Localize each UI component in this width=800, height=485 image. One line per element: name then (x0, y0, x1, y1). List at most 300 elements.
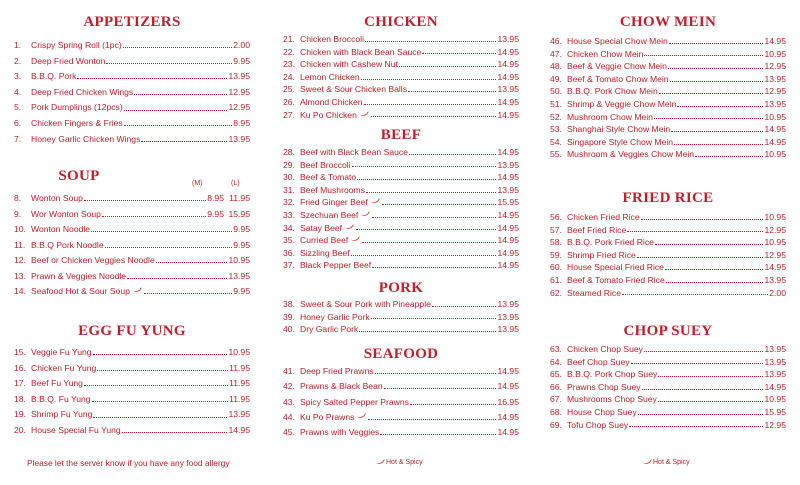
item-name: Mushroom Chow Mein (567, 111, 653, 122)
item-name: Fried Ginger Beef (300, 197, 368, 208)
menu-item (283, 410, 519, 425)
item-name: Sweet & Sour Pork with Pineapple (300, 299, 431, 309)
item-price: 14.95 (497, 96, 519, 107)
menu-item (283, 71, 519, 84)
chili-icon (131, 287, 142, 293)
dot-leader (375, 373, 497, 374)
item-price: 12.95 (764, 249, 786, 260)
item-price: 14.95 (497, 109, 519, 120)
menu-item (14, 423, 250, 439)
dot-leader (144, 293, 232, 294)
menu-item (14, 361, 250, 377)
fried-rice-heading: FRIED RICE (622, 190, 714, 206)
dot-leader (356, 229, 496, 230)
item-name: Honey Garlic Pork (300, 311, 370, 322)
item-price: 14.95 (764, 381, 786, 392)
dot-leader (631, 363, 764, 364)
item-name: Chicken Fried Rice (567, 212, 640, 222)
menu-item (550, 123, 786, 136)
menu-item (283, 184, 519, 197)
dot-leader (654, 118, 764, 119)
item-price: 13.95 (764, 369, 786, 380)
item-number: 18. (14, 393, 26, 404)
item-number: 15. (14, 347, 26, 357)
item-price: 14.95 (497, 147, 519, 157)
item-name: Chicken Fu Yung (31, 362, 97, 373)
dot-leader (97, 370, 228, 371)
dot-leader (644, 351, 764, 352)
menu-item (14, 345, 250, 361)
menu-item (283, 96, 519, 109)
item-name: Chicken Broccoli (300, 34, 364, 44)
item-price: 13.95 (764, 356, 786, 367)
dot-leader (629, 426, 763, 427)
dot-leader (364, 104, 497, 105)
item-name: Spicy Salted Pepper Prawns (300, 396, 409, 407)
menu-item (283, 364, 519, 379)
pork-list (283, 298, 519, 336)
item-price: 10.95 (764, 394, 786, 405)
allergy-note: Please let the server know if you have any food allergy (27, 458, 230, 468)
item-name: Honey Garlic Chicken Wings (31, 133, 141, 144)
menu-item (283, 298, 519, 311)
menu-item (550, 73, 786, 86)
item-number: 32. (283, 197, 295, 208)
item-price: 12.95 (764, 61, 786, 72)
menu-item (550, 35, 786, 48)
item-price: 14.95 (497, 427, 519, 438)
dot-leader (422, 53, 496, 54)
item-number: 39. (283, 311, 295, 322)
item-name: Beef & Veggie Chow Mein (567, 61, 667, 72)
menu-item (283, 58, 519, 71)
item-number: 27. (283, 109, 295, 120)
appetizers-heading: APPETIZERS (83, 14, 181, 30)
dot-leader (156, 262, 228, 263)
menu-item (14, 284, 250, 300)
chili-icon (349, 236, 360, 242)
item-price: 13.95 (497, 34, 519, 44)
item-price: 14.95 (764, 124, 786, 135)
chili-icon (359, 211, 370, 217)
item-name: Deep Fried Chicken Wings (31, 86, 134, 97)
item-name: Beef Fu Yung (31, 378, 83, 389)
item-price: 10.95 (228, 347, 250, 357)
chow-mein-heading: CHOW MEIN (619, 14, 717, 30)
item-number: 61. (550, 274, 562, 285)
menu-item (283, 209, 519, 222)
chili-icon (358, 111, 369, 117)
item-number: 66. (550, 381, 562, 392)
menu-item (283, 83, 519, 96)
dot-leader (91, 231, 232, 232)
item-price: 14.95 (764, 136, 786, 147)
item-name: Chicken with Cashew Nut (300, 59, 398, 70)
item-number: 57. (550, 224, 562, 235)
item-name: Seafood Hot & Sour Soup (31, 286, 130, 296)
item-name: Ku Po Prawns (300, 411, 355, 422)
item-price: 10.95 (764, 237, 786, 248)
item-name: Pork Dumplings (12pcs) (31, 102, 123, 113)
item-price: 13.95 (228, 270, 250, 281)
item-price: 2.00 (233, 40, 250, 50)
item-name: Beef with Black Bean Sauce (300, 147, 408, 157)
dot-leader (123, 47, 233, 48)
item-name: Chicken Chow Mein (567, 48, 644, 59)
item-number: 19. (14, 409, 26, 420)
seafood-heading: SEAFOOD (363, 346, 439, 362)
soup-size-large-label: (L) (231, 180, 240, 187)
item-name: Shanghai Style Chow Mein (567, 124, 671, 135)
item-name: Chicken Chop Suey (567, 344, 643, 354)
soup-list (14, 191, 250, 300)
item-name: Mushrooms Chop Suey (567, 394, 657, 405)
item-price: 14.95 (764, 262, 786, 273)
item-name: Wonton Noodle (31, 224, 91, 234)
fried-rice-list (550, 211, 786, 299)
egg-fu-yung-heading: EGG FU YUNG (78, 323, 186, 339)
menu-item (14, 132, 250, 148)
dot-leader (351, 255, 497, 256)
soup-size-medium-label: (M) (192, 180, 203, 187)
item-name: House Special Fried Rice (567, 262, 664, 273)
item-price: 13.95 (764, 344, 786, 354)
seafood-list (283, 364, 519, 440)
item-number: 58. (550, 237, 562, 248)
item-number: 69. (550, 419, 562, 430)
pork-heading: PORK (378, 280, 424, 296)
hot-spicy-legend-middle (373, 459, 423, 466)
menu-item (14, 253, 250, 269)
menu-item (550, 236, 786, 249)
item-name: Szechuan Beef (300, 209, 359, 220)
dot-leader (382, 204, 497, 205)
item-number: 37. (283, 260, 295, 271)
item-name: B.B.Q. Fu Yung (31, 393, 91, 404)
item-number: 62. (550, 287, 562, 298)
item-number: 20. (14, 424, 26, 435)
item-number: 63. (550, 344, 562, 354)
dot-leader (359, 331, 496, 332)
dot-leader (361, 79, 497, 80)
item-number: 4. (14, 86, 22, 97)
item-number: 26. (283, 96, 295, 107)
item-price: 12.95 (764, 86, 786, 97)
dot-leader (362, 242, 496, 243)
item-name: Deep Fried Prawns (300, 366, 374, 376)
item-price: 14.95 (497, 59, 519, 70)
chicken-list (283, 33, 519, 121)
item-price: 14.95 (497, 235, 519, 246)
menu-item (550, 60, 786, 73)
item-price-large: 11.95 (229, 193, 250, 203)
menu-item (283, 159, 519, 172)
item-name: Beef Chop Suey (567, 356, 630, 367)
item-name: House Chop Suey (567, 406, 637, 417)
dot-leader (93, 417, 227, 418)
item-price: 14.95 (497, 222, 519, 233)
item-name: Dry Garlic Pork (300, 324, 359, 335)
item-name: Satay Beef (300, 222, 343, 233)
dot-leader (668, 68, 764, 69)
dot-leader (365, 41, 496, 42)
item-name: B.B.Q. Pork Fried Rice (567, 237, 654, 248)
dot-leader (671, 131, 763, 132)
dot-leader (695, 156, 763, 157)
chili-icon (641, 459, 652, 465)
menu-item (283, 259, 519, 272)
item-price: 13.95 (497, 324, 519, 335)
item-number: 8. (14, 193, 22, 203)
menu-item (550, 393, 786, 406)
item-number: 12. (14, 255, 26, 265)
chili-icon (374, 459, 385, 465)
item-price: 9.95 (233, 55, 250, 66)
dot-leader (371, 116, 497, 117)
item-price: 10.95 (228, 255, 250, 265)
item-price: 15.95 (497, 197, 519, 208)
hot-spicy-legend-right (640, 459, 690, 466)
item-price: 13.95 (497, 84, 519, 95)
menu-item (14, 207, 250, 223)
item-number: 40. (283, 324, 295, 335)
dot-leader (384, 388, 497, 389)
menu-item (14, 38, 250, 54)
item-price: 13.95 (497, 299, 519, 309)
dot-leader (638, 414, 764, 415)
chicken-heading: CHICKEN (364, 14, 438, 30)
item-name: Mushroom & Veggies Chow Mein (567, 149, 695, 160)
chili-icon (369, 198, 380, 204)
menu-item (283, 311, 519, 324)
item-name: Prawns & Black Bean (300, 381, 383, 392)
item-number: 38. (283, 299, 295, 309)
dot-leader (372, 267, 496, 268)
dot-leader (641, 219, 764, 220)
dot-leader (432, 306, 497, 307)
item-number: 5. (14, 102, 22, 113)
item-price: 10.95 (764, 111, 786, 122)
dot-leader (93, 354, 228, 355)
item-name: Beef Mushrooms (300, 184, 365, 195)
item-number: 55. (550, 149, 562, 160)
menu-item (550, 274, 786, 287)
item-number: 48. (550, 61, 562, 72)
item-name: B.B.Q. Pork Chow Mein (567, 86, 658, 97)
menu-item (283, 395, 519, 410)
item-number: 2. (14, 55, 22, 66)
chop-suey-list (550, 343, 786, 431)
chow-mein-list (550, 35, 786, 161)
dot-leader (380, 434, 496, 435)
menu-item (283, 234, 519, 247)
item-name: Beef Broccoli (300, 159, 351, 170)
item-name: Curried Beef (300, 235, 349, 246)
item-price: 14.95 (497, 260, 519, 271)
item-number: 67. (550, 394, 562, 405)
item-name: House Special Chow Mein (567, 36, 668, 46)
menu-item (14, 100, 250, 116)
dot-leader (637, 257, 764, 258)
beef-heading: BEEF (380, 127, 422, 143)
item-number: 22. (283, 46, 295, 57)
item-number: 54. (550, 136, 562, 147)
item-price: 13.95 (764, 98, 786, 109)
hot-spicy-label: Hot & Spicy (653, 459, 690, 466)
item-name: B.B.Q Pork Noodle (31, 239, 104, 250)
item-number: 41. (283, 366, 295, 376)
item-price: 16.95 (497, 396, 519, 407)
dot-leader (674, 144, 763, 145)
item-name: Beef Fried Rice (567, 224, 627, 235)
menu-item (14, 238, 250, 254)
chili-icon (343, 224, 354, 230)
menu-item (550, 98, 786, 111)
item-price: 10.95 (764, 48, 786, 59)
item-number: 52. (550, 111, 562, 122)
item-name: Steamed Rice (567, 287, 621, 298)
menu-item (283, 222, 519, 235)
item-number: 9. (14, 208, 22, 219)
menu-item (550, 261, 786, 274)
item-number: 24. (283, 71, 295, 82)
dot-leader (77, 78, 227, 79)
item-price: 14.95 (497, 172, 519, 183)
item-name: Black Pepper Beef (300, 260, 372, 271)
menu-item (14, 54, 250, 70)
item-price: 12.95 (764, 419, 786, 430)
item-number: 33. (283, 209, 295, 220)
item-price-medium: 8.95 (207, 193, 224, 203)
menu-item (550, 85, 786, 98)
menu-item (283, 46, 519, 59)
item-price: 14.95 (764, 36, 786, 46)
dot-leader (658, 401, 764, 402)
item-name: Singapore Style Chow Mein (567, 136, 674, 147)
item-number: 13. (14, 270, 26, 281)
item-price: 14.95 (497, 366, 519, 376)
item-number: 6. (14, 117, 22, 128)
item-number: 7. (14, 133, 22, 144)
item-name: Chicken Fingers & Fries (31, 117, 123, 128)
item-price-medium: 9.95 (207, 208, 224, 219)
item-price: 11.95 (229, 393, 250, 404)
item-price: 12.95 (228, 102, 250, 113)
item-name: House Special Fu Yung (31, 424, 121, 435)
egg-fu-yung-list (14, 345, 250, 439)
dot-leader (670, 81, 764, 82)
item-price: 13.95 (497, 311, 519, 322)
item-number: 50. (550, 86, 562, 97)
item-number: 59. (550, 249, 562, 260)
menu-item (550, 368, 786, 381)
item-name: Crispy Spring Roll (1pc) (31, 40, 122, 50)
item-price: 12.95 (228, 86, 250, 97)
item-price-large: 15.95 (228, 208, 250, 219)
item-number: 28. (283, 147, 295, 157)
item-price: 14.95 (497, 71, 519, 82)
menu-item (283, 379, 519, 394)
item-name: Shrimp Fried Rice (567, 249, 636, 260)
dot-leader (666, 282, 764, 283)
item-number: 53. (550, 124, 562, 135)
menu-item (550, 287, 786, 300)
dot-leader (366, 192, 497, 193)
item-name: Prawns Chop Suey (567, 381, 641, 392)
item-price: 10.95 (764, 149, 786, 160)
item-number: 64. (550, 356, 562, 367)
menu-item (550, 419, 786, 432)
item-price: 8.95 (233, 117, 250, 128)
chop-suey-heading: CHOP SUEY (623, 323, 713, 339)
dot-leader (84, 385, 228, 386)
item-number: 14. (14, 286, 26, 296)
menu-item (550, 48, 786, 61)
menu-item (283, 171, 519, 184)
item-number: 29. (283, 159, 295, 170)
dot-leader (655, 244, 764, 245)
menu-item (550, 224, 786, 237)
item-price: 9.95 (233, 224, 250, 234)
item-number: 44. (283, 411, 295, 422)
item-number: 35. (283, 235, 295, 246)
dot-leader (627, 231, 763, 232)
item-name: B.B.Q. Pork Chop Suey (567, 369, 658, 380)
menu-item (550, 406, 786, 419)
item-number: 31. (283, 184, 295, 195)
dot-leader (665, 269, 764, 270)
item-number: 17. (14, 378, 26, 389)
item-number: 30. (283, 172, 295, 183)
menu-item (14, 69, 250, 85)
dot-leader (409, 154, 497, 155)
item-number: 25. (283, 84, 295, 95)
item-price: 13.95 (764, 274, 786, 285)
menu-item (14, 392, 250, 408)
dot-leader (622, 294, 768, 295)
menu-item (14, 85, 250, 101)
item-number: 1. (14, 40, 22, 50)
menu-item (283, 146, 519, 159)
appetizers-list (14, 38, 250, 147)
chili-icon (355, 413, 366, 419)
dot-leader (124, 110, 228, 111)
item-price: 12.95 (764, 224, 786, 235)
dot-leader (84, 200, 206, 201)
item-number: 10. (14, 224, 26, 234)
item-price: 14.95 (228, 424, 250, 435)
item-name: Shrimp & Veggie Chow Mein (567, 98, 677, 109)
dot-leader (105, 247, 233, 248)
item-name: Beef & Tomato (300, 172, 357, 183)
item-number: 56. (550, 212, 562, 222)
dot-leader (677, 106, 763, 107)
item-name: Prawns with Veggies (300, 427, 380, 438)
menu-item (283, 196, 519, 209)
dot-leader (368, 419, 496, 420)
dot-leader (102, 216, 206, 217)
item-price: 14.95 (497, 209, 519, 220)
item-name: Wonton Soup (31, 193, 83, 203)
menu-item (283, 247, 519, 260)
item-name: Wor Wonton Soup (31, 208, 101, 219)
menu-item (14, 116, 250, 132)
dot-leader (124, 125, 233, 126)
item-number: 23. (283, 59, 295, 70)
item-name: Beef & Tomato Fried Rice (567, 274, 665, 285)
dot-leader (644, 55, 763, 56)
dot-leader (408, 91, 496, 92)
